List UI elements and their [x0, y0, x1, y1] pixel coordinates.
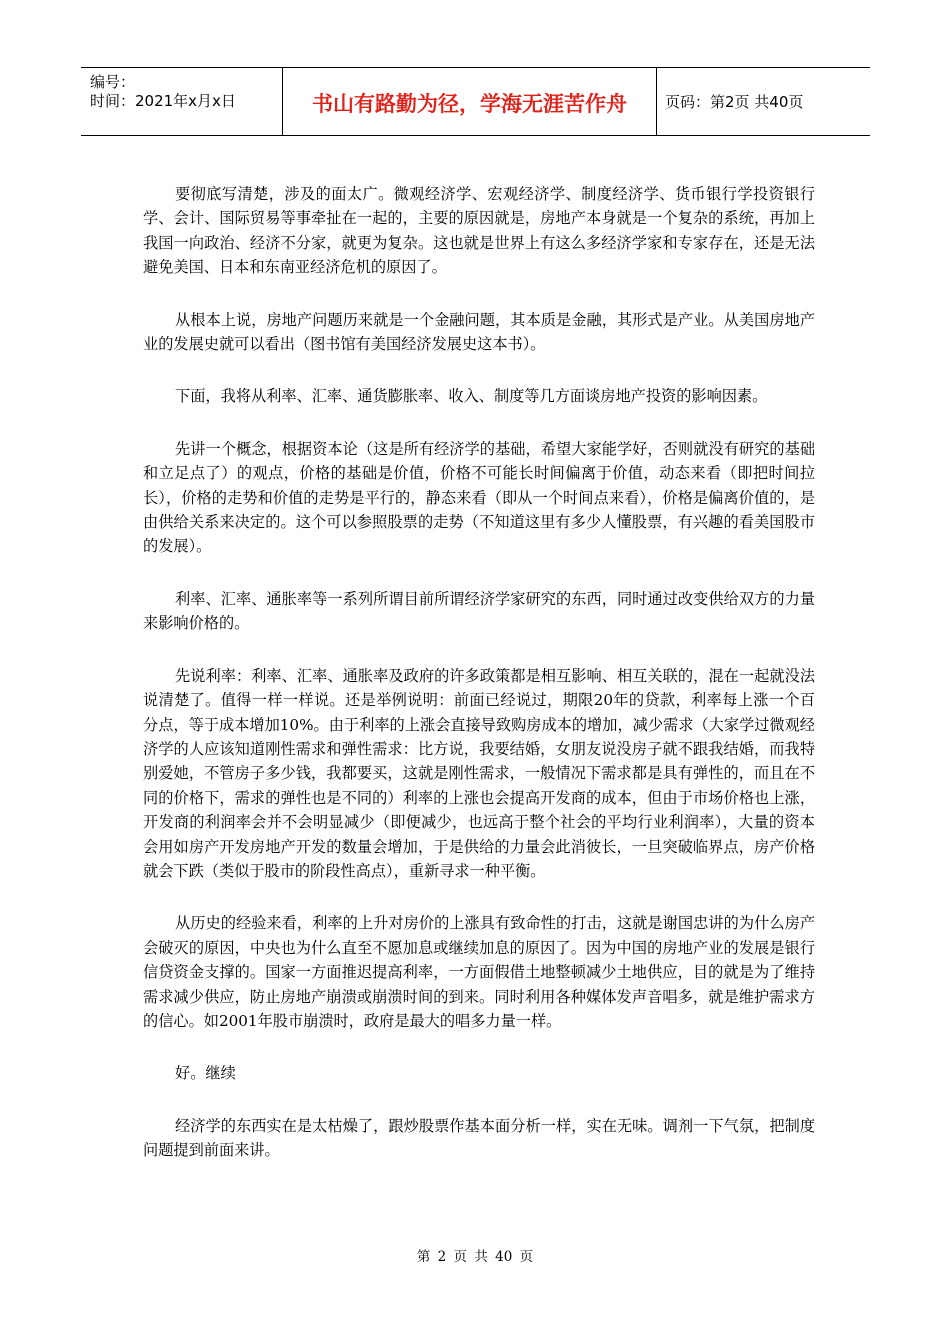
- paragraph-4: 先讲一个概念，根据资本论（这是所有经济学的基础，希望大家能学好，否则就没有研究的基础和立足点了）的观点，价格的基础是价值，价格不可能长时间偏离于价值，动态来看（即把时间拉长），价格的走势和价值的走势是平行的，静态来看（即从一个时间点来看），价格是偏离价值的，是由供给关系来决定的。这个可以参照股票的走势（不知道这里有多少人懂股票，有兴趣的看美国股市的发展）。: [143, 439, 815, 556]
- paragraph-2: 从根本上说，房地产问题历来就是一个金融问题，其本质是金融，其形式是产业。从美国房地产业的发展史就可以看出（图书馆有美国经济发展史这本书）。: [143, 310, 815, 354]
- page-header: [81, 67, 870, 136]
- paragraph-5: 利率、汇率、通胀率等一系列所谓目前所谓经济学家研究的东西，同时通过改变供给双方的力量来影响价格的。: [143, 589, 815, 633]
- paragraph-8: 好。继续: [175, 1064, 236, 1083]
- paragraph-1: 要彻底写清楚，涉及的面太广。微观经济学、宏观经济学、制度经济学、货币银行学投资银行学、会计、国际贸易等事牵扯在一起的，主要的原因就是，房地产本身就是一个复杂的系统，再加上我国一向政治、经济不分家，就更为复杂。这也就是世界上有这么多经济学家和专家存在，还是无法避免美国、日本和东南亚经济危机的原因了。: [143, 185, 815, 277]
- header-motto: 书山有路勤为径，学海无涯苦作舟: [312, 92, 627, 116]
- paragraph-3: 下面，我将从利率、汇率、通货膨胀率、收入、制度等几方面谈房地产投资的影响因素。: [175, 387, 768, 406]
- paragraph-7: 从历史的经验来看，利率的上升对房价的上涨具有致命性的打击，这就是谢国忠讲的为什么房产会破灭的原因，中央也为什么直至不愿加息或继续加息的原因了。因为中国的房地产业的发展是银行信贷资金支撑的。国家一方面推迟提高利率，一方面假借土地整顿减少土地供应，目的就是为了维持需求减少供应，防止房地产崩溃或崩溃时间的到来。同时利用各种媒体发声音唱多，就是维护需求方的信心。如2001年股市崩溃时，政府是最大的唱多力量一样。: [143, 914, 815, 1030]
- paragraph-6: 先说利率：利率、汇率、通胀率及政府的许多政策都是相互影响、相互关联的，混在一起就没法说清楚了。值得一样一样说。还是举例说明：前面已经说过，期限20年的贷款，利率每上涨一个百分点，等于成本增加10%。由于利率的上涨会直接导致购房成本的增加，减少需求（大家学过微观经济学的人应该知道刚性需求和弹性需求：比方说，我要结婚，女朋友说没房子就不跟我结婚，而我特别爱她，不管房子多少钱，我都要买，这就是刚性需求，一般情况下需求都是具有弹性的，而且在不同的价格下，需求的弹性也是不同的）利率的上涨也会提高开发商的成本，但由于市场价格也上涨，开发商的利润率会并不会明显减少（即便减少，也远高于整个社会的平均行业利润率），大量的资本会用如房产开发房地产开发的数量会增加，于是供给的力量会此消彼长，一旦突破临界点，房产价格就会下跌（类似于股市的阶段性高点），重新寻求一种平衡。: [143, 666, 815, 880]
- document-code-label: 编号：: [90, 73, 136, 91]
- header-right-cell: [657, 68, 870, 135]
- page-footer: 第 2 页 共 40 页: [416, 1249, 534, 1265]
- header-middle-cell: [283, 68, 657, 135]
- header-left-cell: [81, 68, 283, 135]
- paragraph-9: 经济学的东西实在是太枯燥了，跟炒股票作基本面分析一样，实在无味。调剂一下气氛，把制度问题提到前面来讲。: [143, 1116, 815, 1160]
- header-page-info: 页码：第2页 共40页: [665, 93, 804, 111]
- document-body: [143, 182, 815, 1191]
- document-date-label: 时间：2021年x月x日: [90, 92, 236, 110]
